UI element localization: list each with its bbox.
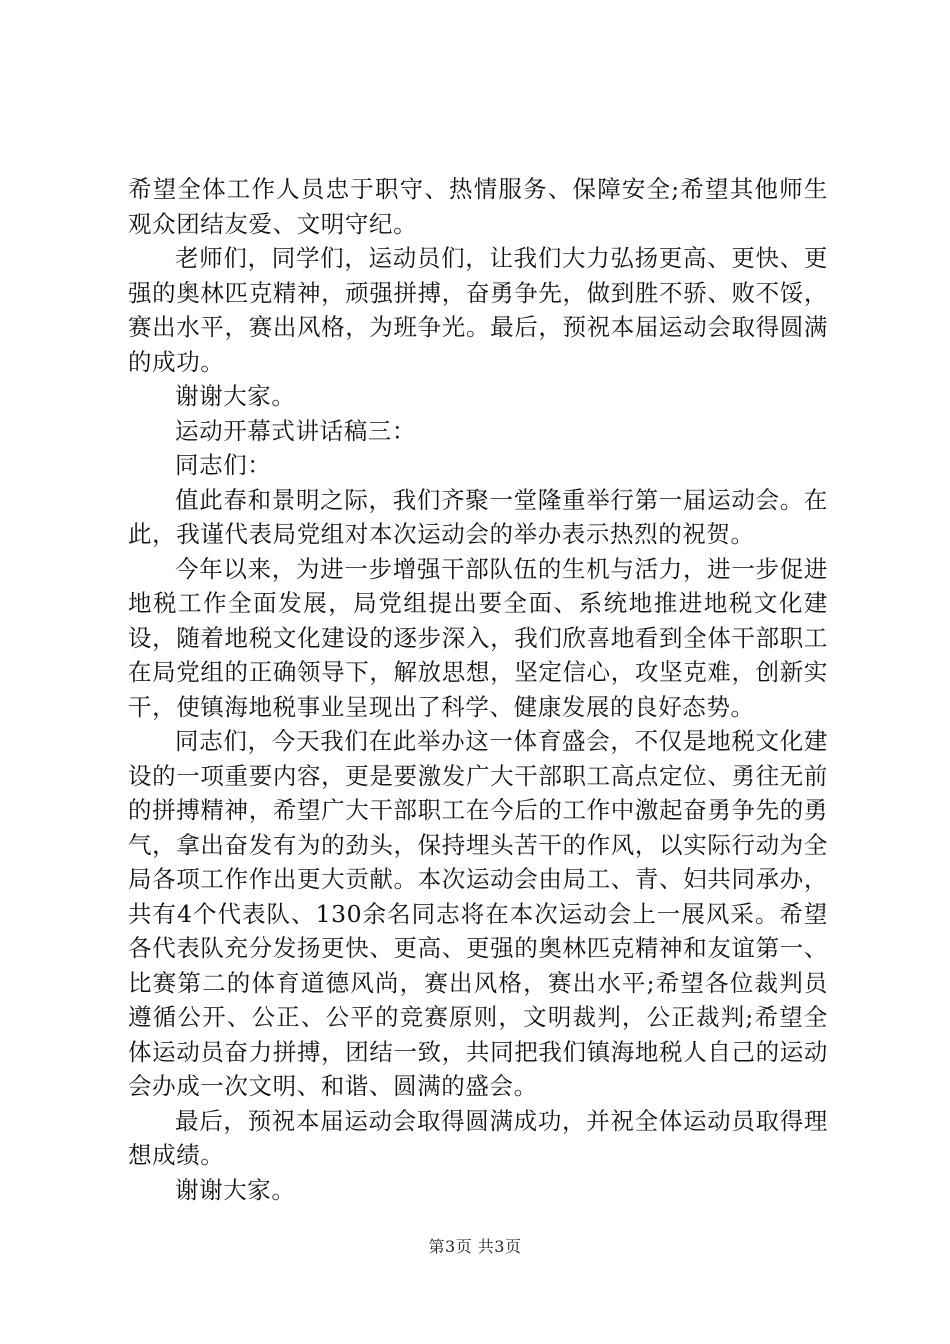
closing: 谢谢大家。 (175, 1175, 296, 1204)
paragraph: 同志们，今天我们在此举办这一体育盛会，不仅是地税文化建设的一项重要内容，更是要激发广大干部职工高点定位、勇往无前的拼搏精神，希望广大干部职工在今后的工作中激起奋勇争先的勇气，拿出奋发有为的劲头，保持埋头苦干的作风，以实际行动为全局各项工作作出更大贡献。本次运动会由局工、青、妇共同承办，共有4个代表队、130余名同志将在本次运动会上一展风采。希望各代表队充分发扬更快、更高、更强的奥林匹克精神和友谊第一、比赛第二的体育道德风尚，赛出风格，赛出水平;希望各位裁判员遵循公开、公正、公平的竞赛原则，文明裁判，公正裁判;希望全体运动员奋力拼搏，团结一致，共同把我们镇海地税人自己的运动会办成一次文明、和谐、圆满的盛会。 (128, 727, 828, 1100)
salutation: 同志们： (175, 451, 272, 479)
paragraph: 最后，预祝本届运动会取得圆满成功，并祝全体运动员取得理想成绩。 (128, 1106, 828, 1169)
document-body (128, 172, 828, 1207)
paragraph: 老师们，同学们，运动员们，让我们大力弘扬更高、更快、更强的奥林匹克精神，顽强拼搏，奋勇争先，做到胜不骄、败不馁，赛出水平，赛出风格，为班争光。最后，预祝本届运动会取得圆满的成功。 (128, 244, 828, 376)
paragraph: 值此春和景明之际，我们齐聚一堂隆重举行第一届运动会。在此，我谨代表局党组对本次运动会的举办表示热烈的祝贺。 (128, 485, 828, 548)
paragraph: 谢谢大家。 (175, 382, 296, 410)
paragraph: 今年以来，为进一步增强干部队伍的生机与活力，进一步促进地税工作全面发展，局党组提出要全面、系统地推进地税文化建设，随着地税文化建设的逐步深入，我们欣喜地看到全体干部职工在局党组的正确领导下，解放思想，坚定信心，攻坚克难，创新实干，使镇海地税事业呈现出了科学、健康发展的良好态势。 (128, 554, 828, 721)
section-heading: 运动开幕式讲话稿三： (175, 416, 416, 445)
paragraph: 希望全体工作人员忠于职守、热情服务、保障安全;希望其他师生观众团结友爱、文明守纪。 (128, 175, 828, 238)
page-number-footer: 第3页 共3页 (428, 1237, 522, 1256)
